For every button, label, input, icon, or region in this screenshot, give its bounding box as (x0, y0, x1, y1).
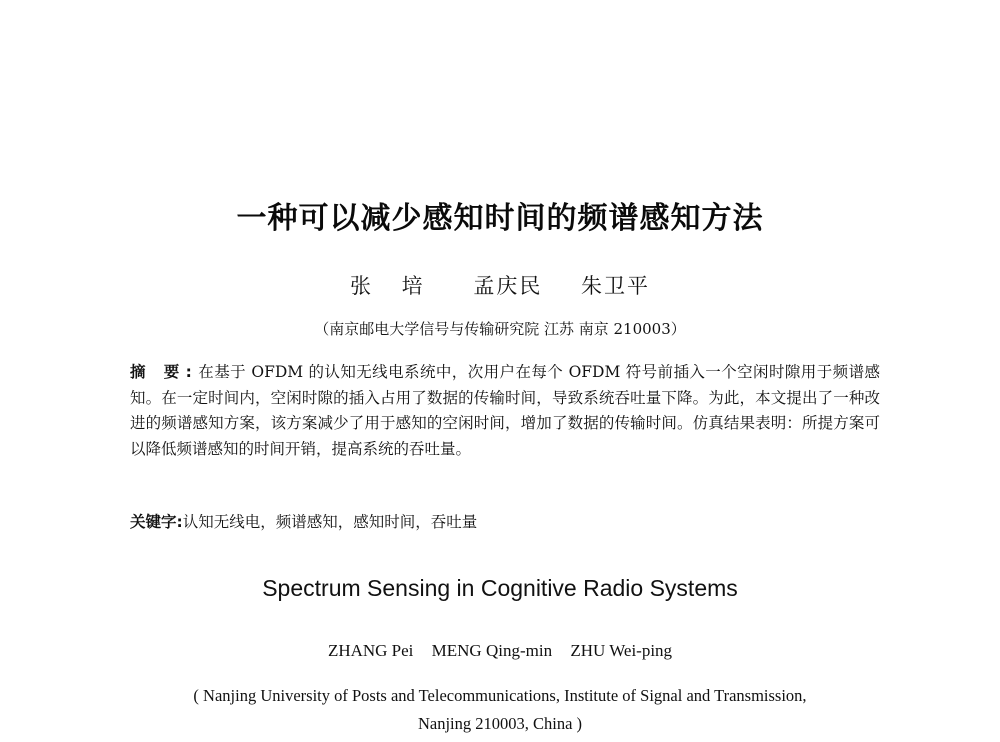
abstract-label: 摘 要: (130, 363, 198, 381)
english-title: Spectrum Sensing in Cognitive Radio Systems (262, 575, 738, 601)
author-cn-2: 孟庆民 (473, 274, 543, 298)
chinese-title: 一种可以减少感知时间的频谱感知方法 (236, 201, 764, 236)
english-affiliation (0, 682, 1000, 738)
author-en-2: MENG Qing-min (431, 641, 553, 660)
abstract-text: 在基于 OFDM 的认知无线电系统中，次用户在每个 OFDM 符号前插入一个空闲时隙用于频谱感知。在一定时间内，空闲时隙的插入占用了数据的传输时间，导致系统吞吐量下降。为此，本文提出了一种改进的频谱感知方案，该方案减少了用于感知的空闲时间，增加了数据的传输时间。仿真结果表明：所提方案可以降低频谱感知的时间开销，提高系统的吞吐量。 (130, 363, 880, 458)
author-en-3: ZHU Wei-ping (570, 641, 673, 660)
chinese-keywords (130, 510, 880, 532)
keywords-label: 关键字: (130, 513, 183, 531)
english-affiliation-line2: Nanjing 210003, China ) (417, 714, 583, 733)
author-cn-1: 张 培 (349, 274, 435, 298)
chinese-abstract (130, 360, 880, 462)
english-authors (0, 641, 1000, 661)
keywords-text: 认知无线电，频谱感知，感知时间，吞吐量 (182, 513, 478, 531)
author-cn-3: 朱卫平 (581, 274, 651, 298)
chinese-authors (0, 270, 1000, 300)
author-en-1: ZHANG Pei (327, 641, 414, 660)
english-affiliation-line1: ( Nanjing University of Posts and Telecommunications, Institute of Signal and Transmission, (193, 686, 807, 705)
chinese-affiliation: （南京邮电大学信号与传输研究院 江苏 南京 210003） (314, 320, 686, 338)
